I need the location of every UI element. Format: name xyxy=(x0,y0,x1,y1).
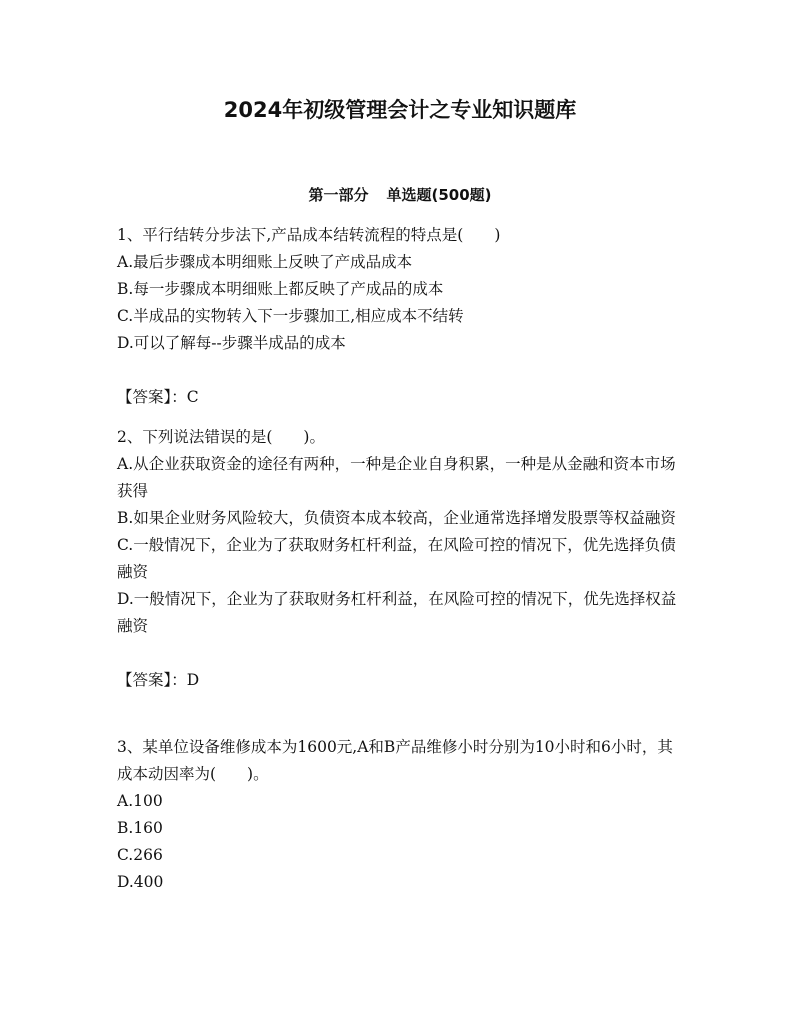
question-option-d: D.一般情况下，企业为了获取财务杠杆利益，在风险可控的情况下，优先选择权益融资 xyxy=(117,590,677,635)
question-option-d: D.可以了解每--步骤半成品的成本 xyxy=(117,334,346,352)
answer-label: 【答案】 xyxy=(117,671,172,689)
question-stem: 3、某单位设备维修成本为1600元,A和B产品维修小时分别为10小时和6小时，其成本动因率为( )。 xyxy=(117,738,673,783)
section-name: 单选题(500题) xyxy=(386,186,492,204)
question-stem: 2、下列说法错误的是( )。 xyxy=(117,428,325,446)
section-prefix: 第一部分 xyxy=(308,186,369,204)
answer-value: ：C xyxy=(171,388,199,406)
document-title: 2024年初级管理会计之专业知识题库 xyxy=(223,98,577,122)
question-option-c: C.半成品的实物转入下一步骤加工,相应成本不结转 xyxy=(117,307,464,325)
section-heading xyxy=(0,184,800,206)
answer-label: 【答案】 xyxy=(117,388,172,406)
question-option-b: B.如果企业财务风险较大，负债资本成本较高，企业通常选择增发股票等权益融资 xyxy=(117,509,676,527)
question-2 xyxy=(117,424,677,694)
question-option-d: D.400 xyxy=(117,873,164,891)
question-option-a: A.从企业获取资金的途径有两种，一种是企业自身积累，一种是从金融和资本市场获得 xyxy=(117,455,676,500)
question-1 xyxy=(117,222,677,411)
answer-line xyxy=(117,667,677,694)
question-option-b: B.每一步骤成本明细账上都反映了产成品的成本 xyxy=(117,280,444,298)
question-option-a: A.最后步骤成本明细账上反映了产成品成本 xyxy=(117,253,413,271)
answer-value: ：D xyxy=(171,671,200,689)
answer-line xyxy=(117,384,677,411)
question-stem: 1、平行结转分步法下,产品成本结转流程的特点是( ) xyxy=(117,226,501,244)
question-option-c: C.一般情况下，企业为了获取财务杠杆利益，在风险可控的情况下，优先选择负债融资 xyxy=(117,536,676,581)
question-option-c: C.266 xyxy=(117,846,163,864)
question-option-b: B.160 xyxy=(117,819,163,837)
question-option-a: A.100 xyxy=(117,792,163,810)
question-3 xyxy=(117,734,677,896)
